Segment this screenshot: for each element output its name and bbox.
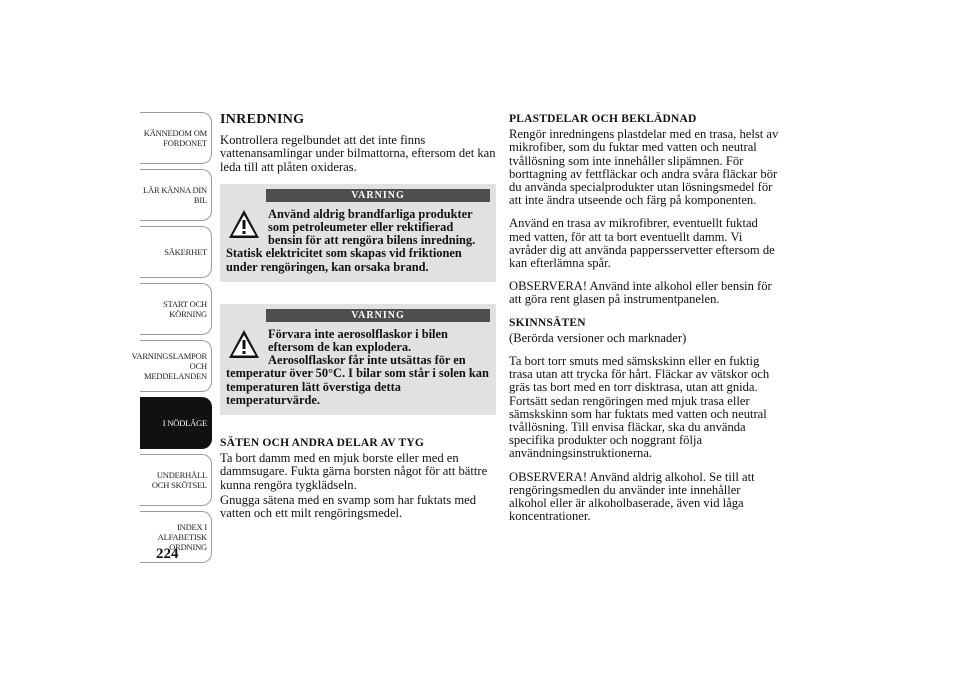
tab-label: INDEX I ALFABETISK ORDNING [157,522,207,552]
page-number: 224 [156,546,179,562]
fabric-paragraph: Gnugga sätena med en svamp som har fuktats med vatten och ett milt rengöringsmedel. [220,492,477,521]
tab-lar-kanna-din-bil[interactable] [140,169,212,221]
warning-box [220,304,496,415]
tab-label: SÄKERHET [164,247,207,257]
tab-underhall-och-skotsel[interactable] [140,454,212,506]
warning-heading: VARNING [266,189,490,202]
plastic-heading: PLASTDELAR OCH BEKLÄDNAD [509,113,697,125]
tab-label: UNDERHÅLL OCH SKÖTSEL [151,470,207,490]
warning-text: Använd aldrig brandfarliga produkter som petroleumeter eller rektifierad bensin för att rengöra bilens inredning. Statisk elektricitet som skapas vid friktionen under rengöringen, kan orsaka brand. [226,206,476,274]
plastic-note: OBSERVERA! Använd inte alkohol eller bensin för att göra rent glasen på instrumentpanelen. [509,279,772,307]
plastic-paragraph: Använd en trasa av mikrofibrer, eventuellt fuktad med vatten, för att ta bort eventuellt damm. Vi avråder dig att använda pappersservetter eftersom de kan efterlämna spår. [509,216,775,271]
chapter-tabs [131,112,212,568]
intro-paragraph: Kontrollera regelbundet att det inte finns vattenansamlingar under bilmattorna, eftersom det kan leda till att plåten oxideras. [220,133,496,174]
warning-heading: VARNING [266,309,490,322]
leather-paragraph: Ta bort torr smuts med sämskskinn eller en fuktig trasa utan att trycka för hårt. Fläckar av vätskor och gräs tas bort med en torr disktrasa, utan att gnida. Fortsätt sedan rengöringen med mjuk trasa eller sämskskinn som har fuktats med vatten och neutral tvållösning. Till envisa fläckar, ska du använda specifika produkter och noggrant följa användningsinstruktionerna. [509,354,770,461]
tab-label: LÄR KÄNNA DIN BIL [143,185,207,205]
tab-kannedom-om-fordonet[interactable] [140,112,212,164]
section-title: INREDNING [220,112,305,127]
tab-start-och-korning[interactable] [140,283,212,335]
tab-varningslampor[interactable] [131,340,212,392]
warning-text: Förvara inte aerosolflaskor i bilen eftersom de kan explodera. Aerosolflaskor får inte utsättas för en temperatur över 50°C. I bilar som står i solen kan temperaturen lätt överstiga detta temperaturvärde. [226,326,489,407]
tab-label: VARNINGSLAMPOR OCH MEDDELANDEN [131,351,207,381]
leather-subnote: (Berörda versioner och marknader) [509,330,687,345]
warning-triangle-icon [228,328,260,360]
tab-label: KÄNNEDOM OM FORDONET [143,128,207,148]
tab-label: START OCH KÖRNING [163,299,207,319]
tab-i-nodlage[interactable] [140,397,212,449]
tab-sakerhet[interactable] [140,226,212,278]
tab-label: I NÖDLÄGE [162,418,207,428]
plastic-paragraph: Rengör inredningens plastdelar med en trasa, helst av mikrofiber, som du fuktar med vatten och neutral tvållösning som inte innehåller slipämnen. För borttagning av fettfläckar och andra svåra fläckar bör du använda specialprodukter utan lösningsmedel för att inte ändra utseende och färg på komponenten. [509,127,779,208]
fabric-paragraph: Ta bort damm med en mjuk borste eller med en dammsugare. Fukta gärna borsten något för att bättre kunna rengöra tygklädseln. [220,451,488,492]
leather-heading: SKINNSÄTEN [509,316,586,329]
leather-note: OBSERVERA! Använd aldrig alkohol. Se till att rengöringsmedlen du använder inte innehåller alkohol eller är alkoholbaserade, även vid låga koncentrationer. [509,469,755,524]
warning-triangle-icon [228,208,260,240]
warning-box [220,184,496,282]
left-column [220,113,496,530]
right-column [509,113,781,533]
fabric-heading: SÄTEN OCH ANDRA DELAR AV TYG [220,437,425,450]
